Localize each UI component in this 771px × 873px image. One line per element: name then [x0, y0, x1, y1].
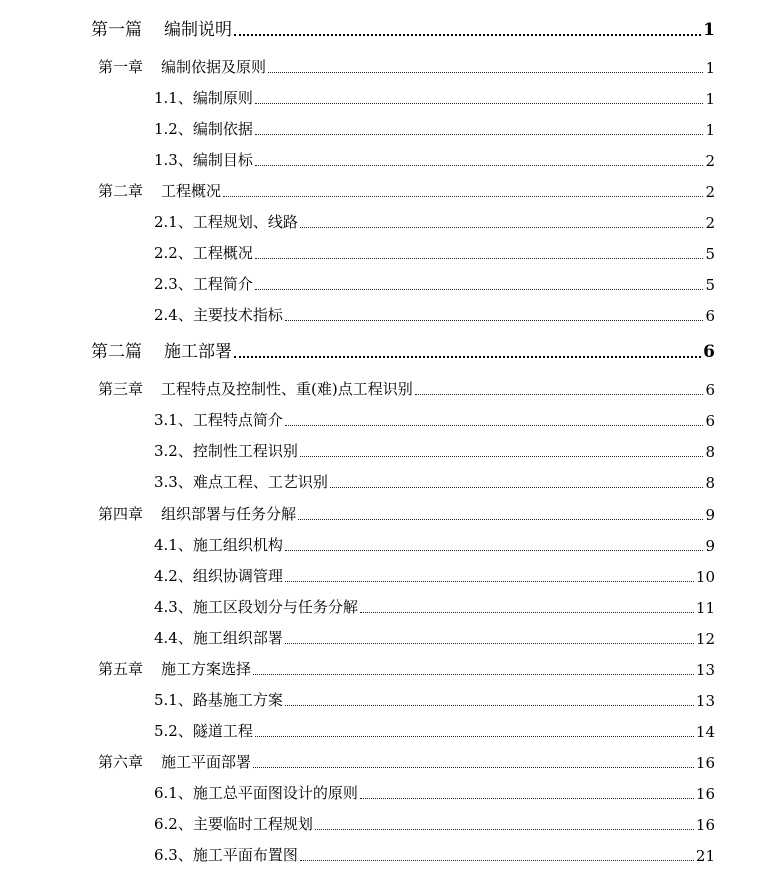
toc-number: 4.4、 — [154, 629, 193, 647]
toc-title: 控制性工程识别 — [192, 442, 298, 460]
dot-leader — [285, 642, 694, 644]
toc-title: 工程规划、线路 — [192, 213, 298, 231]
toc-page-number: 2 — [705, 183, 715, 201]
toc-title: 编制依据 — [192, 120, 253, 138]
toc-page-number: 13 — [695, 692, 715, 710]
toc-chapter-entry[interactable] — [98, 657, 715, 679]
dot-leader — [360, 611, 694, 613]
dot-leader — [300, 859, 694, 861]
toc-page-number: 6 — [703, 342, 715, 362]
toc-title: 编制依据及原则 — [161, 58, 267, 76]
toc-number: 4.1、 — [154, 536, 193, 554]
toc-section-entry[interactable] — [154, 439, 715, 461]
dot-leader — [255, 164, 704, 166]
toc-part-entry[interactable] — [91, 340, 715, 362]
toc-number: 6.1、 — [154, 784, 193, 802]
toc-number: 第一章 — [98, 58, 144, 76]
toc-title: 工程特点简介 — [192, 411, 283, 429]
toc-number: 4.3、 — [154, 598, 193, 616]
dot-leader — [255, 735, 694, 737]
toc-title: 编制说明 — [164, 20, 232, 40]
toc-number: 4.2、 — [154, 567, 193, 585]
dot-leader — [255, 257, 704, 259]
dot-leader — [315, 828, 694, 830]
toc-page-number: 11 — [695, 599, 715, 617]
toc-page-number: 2 — [705, 152, 715, 170]
toc-chapter-entry[interactable] — [98, 55, 715, 77]
toc-part-entry[interactable] — [91, 18, 715, 40]
toc-section-entry[interactable] — [154, 626, 715, 648]
toc-number: 3.1、 — [154, 411, 193, 429]
toc-page-number: 9 — [705, 506, 715, 524]
toc-section-entry[interactable] — [154, 210, 715, 232]
toc-section-entry[interactable] — [154, 408, 715, 430]
dot-leader — [285, 580, 694, 582]
toc-title: 工程概况 — [161, 182, 222, 200]
toc-chapter-entry[interactable] — [98, 377, 715, 399]
dot-leader — [234, 355, 701, 358]
toc-section-entry[interactable] — [154, 812, 715, 834]
toc-page-number: 8 — [705, 474, 715, 492]
dot-leader — [255, 133, 704, 135]
toc-title: 编制原则 — [192, 89, 253, 107]
toc-title: 施工方案选择 — [161, 660, 252, 678]
dot-leader — [330, 486, 704, 488]
dot-leader — [255, 102, 704, 104]
toc-section-entry[interactable] — [154, 843, 715, 865]
toc-number: 6.2、 — [154, 815, 193, 833]
toc-number: 1.3、 — [154, 151, 193, 169]
toc-number: 6.3、 — [154, 846, 193, 864]
toc-section-entry[interactable] — [154, 533, 715, 555]
toc-page-number: 1 — [705, 121, 715, 139]
dot-leader — [360, 797, 694, 799]
toc-title: 施工区段划分与任务分解 — [192, 598, 358, 616]
toc-section-entry[interactable] — [154, 303, 715, 325]
toc-section-entry[interactable] — [154, 564, 715, 586]
dot-leader — [285, 319, 704, 321]
toc-chapter-entry[interactable] — [98, 502, 715, 524]
toc-page-number: 16 — [695, 816, 715, 834]
toc-chapter-entry[interactable] — [98, 750, 715, 772]
toc-title: 工程简介 — [192, 275, 253, 293]
toc-page-number: 9 — [705, 537, 715, 555]
toc-page-number: 1 — [705, 59, 715, 77]
toc-page-number: 1 — [703, 20, 715, 40]
toc-number: 第三章 — [98, 380, 144, 398]
toc-title: 组织部署与任务分解 — [161, 505, 297, 523]
toc-title: 施工平面布置图 — [192, 846, 298, 864]
toc-page-number: 6 — [705, 307, 715, 325]
toc-number: 1.2、 — [154, 120, 193, 138]
dot-leader — [300, 226, 704, 228]
dot-leader — [223, 195, 703, 197]
dot-leader — [255, 288, 704, 290]
toc-section-entry[interactable] — [154, 86, 715, 108]
dot-leader — [415, 393, 704, 395]
toc-page-number: 12 — [695, 630, 715, 648]
toc-number: 第六章 — [98, 753, 144, 771]
toc-title: 工程特点及控制性、重(难)点工程识别 — [161, 380, 413, 398]
toc-number: 5.2、 — [154, 722, 193, 740]
toc-title: 路基施工方案 — [192, 691, 283, 709]
toc-number: 第五章 — [98, 660, 144, 678]
toc-title: 主要临时工程规划 — [192, 815, 313, 833]
toc-section-entry[interactable] — [154, 719, 715, 741]
toc-section-entry[interactable] — [154, 781, 715, 803]
toc-number: 2.4、 — [154, 306, 193, 324]
toc-section-entry[interactable] — [154, 595, 715, 617]
toc-section-entry[interactable] — [154, 117, 715, 139]
dot-leader — [285, 549, 704, 551]
toc-title: 组织协调管理 — [192, 567, 283, 585]
toc-title: 难点工程、工艺识别 — [192, 473, 328, 491]
toc-number: 5.1、 — [154, 691, 193, 709]
toc-title: 工程概况 — [192, 244, 253, 262]
toc-page-number: 14 — [695, 723, 715, 741]
toc-title: 施工组织机构 — [192, 536, 283, 554]
toc-title: 施工总平面图设计的原则 — [192, 784, 358, 802]
dot-leader — [285, 424, 704, 426]
toc-page-number: 8 — [705, 443, 715, 461]
toc-title: 编制目标 — [192, 151, 253, 169]
toc-chapter-entry[interactable] — [98, 179, 715, 201]
toc-number: 3.3、 — [154, 473, 193, 491]
toc-number: 第一篇 — [91, 20, 142, 40]
toc-section-entry[interactable] — [154, 148, 715, 170]
toc-number: 2.1、 — [154, 213, 193, 231]
toc-number: 第二章 — [98, 182, 144, 200]
toc-number: 第二篇 — [91, 342, 142, 362]
toc-number: 1.1、 — [154, 89, 193, 107]
toc-section-entry[interactable] — [154, 688, 715, 710]
toc-page-number: 5 — [705, 245, 715, 263]
toc-page-number: 16 — [695, 754, 715, 772]
toc-page-number: 6 — [705, 412, 715, 430]
toc-page-number: 6 — [705, 381, 715, 399]
toc-title: 主要技术指标 — [192, 306, 283, 324]
dot-leader — [285, 704, 694, 706]
toc-title: 施工部署 — [164, 342, 232, 362]
toc-title: 隧道工程 — [192, 722, 253, 740]
toc-number: 3.2、 — [154, 442, 193, 460]
toc-number: 第四章 — [98, 505, 144, 523]
toc-page-number: 5 — [705, 276, 715, 294]
toc-page-number: 2 — [705, 214, 715, 232]
dot-leader — [300, 455, 704, 457]
dot-leader — [298, 518, 703, 520]
toc-number: 2.2、 — [154, 244, 193, 262]
toc-section-entry[interactable] — [154, 272, 715, 294]
toc-section-entry[interactable] — [154, 241, 715, 263]
toc-page-number: 21 — [695, 847, 715, 865]
dot-leader — [253, 673, 694, 675]
toc-section-entry[interactable] — [154, 470, 715, 492]
toc-page-number: 10 — [695, 568, 715, 586]
toc-number: 2.3、 — [154, 275, 193, 293]
toc-title: 施工平面部署 — [161, 753, 252, 771]
dot-leader — [268, 71, 703, 73]
toc-page-number: 16 — [695, 785, 715, 803]
toc-page-number: 1 — [705, 90, 715, 108]
toc-title: 施工组织部署 — [192, 629, 283, 647]
dot-leader — [253, 766, 694, 768]
dot-leader — [234, 33, 701, 36]
toc-page-number: 13 — [695, 661, 715, 679]
